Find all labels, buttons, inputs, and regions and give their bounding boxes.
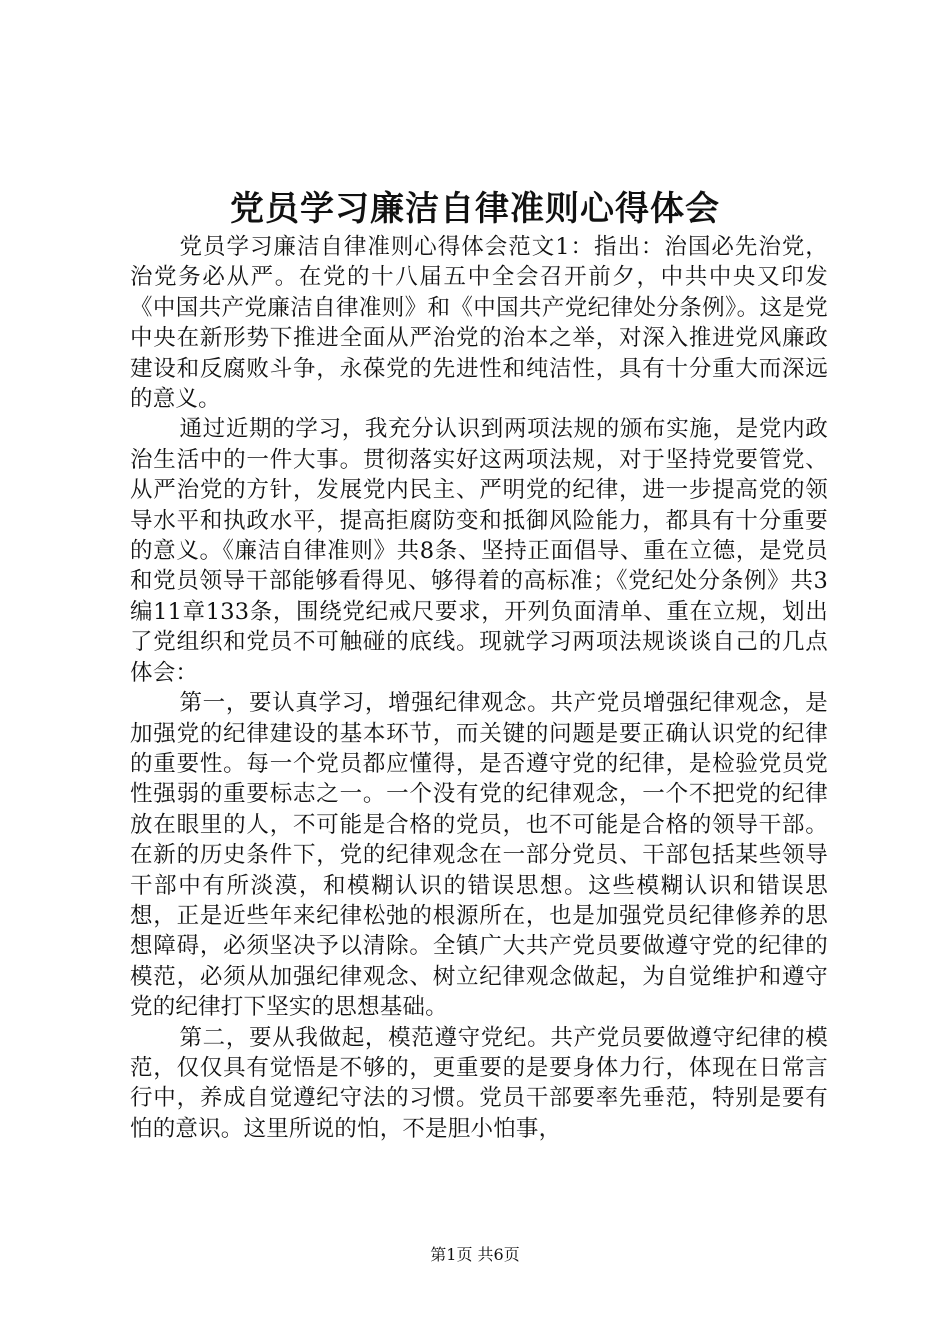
document-title: 党员学习廉洁自律准则心得体会 (230, 189, 720, 229)
paragraph-1: 党员学习廉洁自律准则心得体会范文1：指出：治国必先治党，治党务必从严。在党的十八届五中全会召开前夕，中共中央又印发《中国共产党廉洁自律准则》和《中国共产党纪律处分条例》。这是党中央在新形势下推进全面从严治党的治本之举，对深入推进党风廉政建设和反腐败斗争，永葆党的先进性和纯洁性，具有十分重大而深远的意义。 (130, 234, 828, 413)
document-body (130, 232, 828, 1144)
paragraph-2: 通过近期的学习，我充分认识到两项法规的颁布实施，是党内政治生活中的一件大事。贯彻落实好这两项法规，对于坚持党要管党、从严治党的方针，发展党内民主、严明党的纪律，进一步提高党的领导水平和执政水平，提高拒腐防变和抵御风险能力，都具有十分重要的意义。《廉洁自律准则》共8条、坚持正面倡导、重在立德，是党员和党员领导干部能够看得见、够得着的高标准；《党纪处分条例》共3编11章133条，围绕党纪戒尺要求，开列负面清单、重在立规，划出了党组织和党员不可触碰的底线。现就学习两项法规谈谈自己的几点体会： (130, 416, 828, 686)
paragraph-3: 第一，要认真学习，增强纪律观念。共产党员增强纪律观念，是加强党的纪律建设的基本环节，而关键的问题是要正确认识党的纪律的重要性。每一个党员都应懂得，是否遵守党的纪律，是检验党员党性强弱的重要标志之一。一个没有党的纪律观念，一个不把党的纪律放在眼里的人，不可能是合格的党员，也不可能是合格的领导干部。在新的历史条件下，党的纪律观念在一部分党员、干部包括某些领导干部中有所淡漠，和模糊认识的错误思想。这些模糊认识和错误思想，正是近些年来纪律松弛的根源所在，也是加强党员纪律修养的思想障碍，必须坚决予以清除。全镇广大共产党员要做遵守党的纪律的模范，必须从加强纪律观念、树立纪律观念做起，为自觉维护和遵守党的纪律打下坚实的思想基础。 (130, 690, 828, 1021)
paragraph-4: 第二，要从我做起，模范遵守党纪。共产党员要做遵守纪律的模范，仅仅具有觉悟是不够的，更重要的是要身体力行，体现在日常言行中，养成自觉遵纪守法的习惯。党员干部要率先垂范，特别是要有怕的意识。这里所说的怕，不是胆小怕事， (130, 1024, 828, 1142)
page-number-footer: 第1页 共6页 (430, 1245, 520, 1264)
